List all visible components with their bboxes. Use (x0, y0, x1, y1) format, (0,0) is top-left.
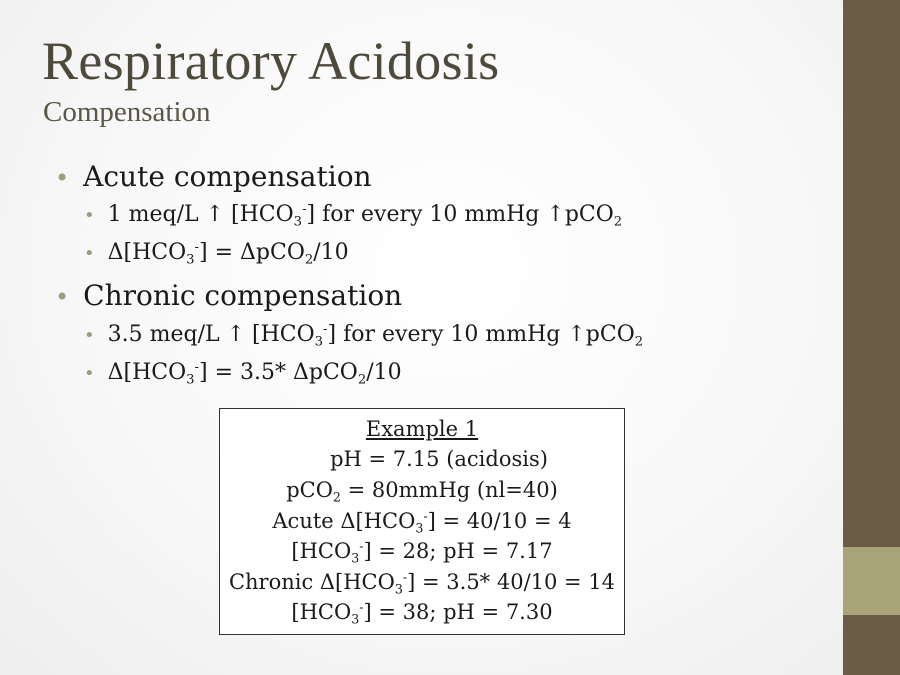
bullet-acute-label: Acute compensation (83, 160, 372, 193)
bullet-acute-rule: • 1 meq/L ↑ $[HCO_3^-]$ for every 10 mmHg ↑pCO$_2$ (84, 202, 623, 230)
bullet-dot-icon: • (55, 164, 70, 192)
example-chronic-result: $[HCO_3^-] = 38$; pH = 7.30 (291, 599, 553, 627)
example-title: Example 1 (365, 417, 479, 441)
bullet-dot-icon: • (84, 205, 95, 226)
side-bar-accent (843, 547, 900, 615)
bullet-acute-formula: • $\Delta[HCO_3^-] = \Delta pCO_2/10$ (84, 240, 349, 268)
example-chronic-line: Chronic $\Delta[HCO_3^-] = 3.5*$ 40/10 = 14 (228, 569, 616, 597)
bullet-chronic-rule: • 3.5 meq/L ↑ $[HCO_3^-]$ for every 10 mmHg ↑pCO$_2$ (84, 322, 644, 350)
bullet-dot-icon: • (84, 325, 95, 346)
bullet-chronic-formula: • $\Delta[HCO_3^-] = 3.5*$ ΔpCO$_2$/10 (84, 360, 402, 388)
bullet-acute (55, 160, 372, 193)
slide-title: Respiratory Acidosis (42, 31, 500, 91)
bullet-dot-icon: • (55, 283, 70, 311)
bullet-dot-icon: • (84, 243, 95, 264)
example-acute-line: Acute $\Delta[HCO_3^-] = 40/10 = 4$ (272, 508, 572, 536)
example-ph-line: pH = 7.15 (acidosis) (330, 447, 548, 471)
side-bar-bottom (843, 615, 900, 675)
example-pco2-line: pCO$_2$ = 80mmHg (nl=40) (286, 478, 558, 505)
bullet-chronic-label: Chronic compensation (83, 279, 403, 312)
example-box (219, 408, 625, 635)
bullet-dot-icon: • (84, 363, 95, 384)
example-acute-result: $[HCO_3^-] = 28$; pH = 7.17 (291, 538, 553, 566)
bullet-chronic (55, 279, 402, 312)
side-bar-top (843, 0, 900, 547)
slide-subtitle: Compensation (43, 96, 211, 128)
